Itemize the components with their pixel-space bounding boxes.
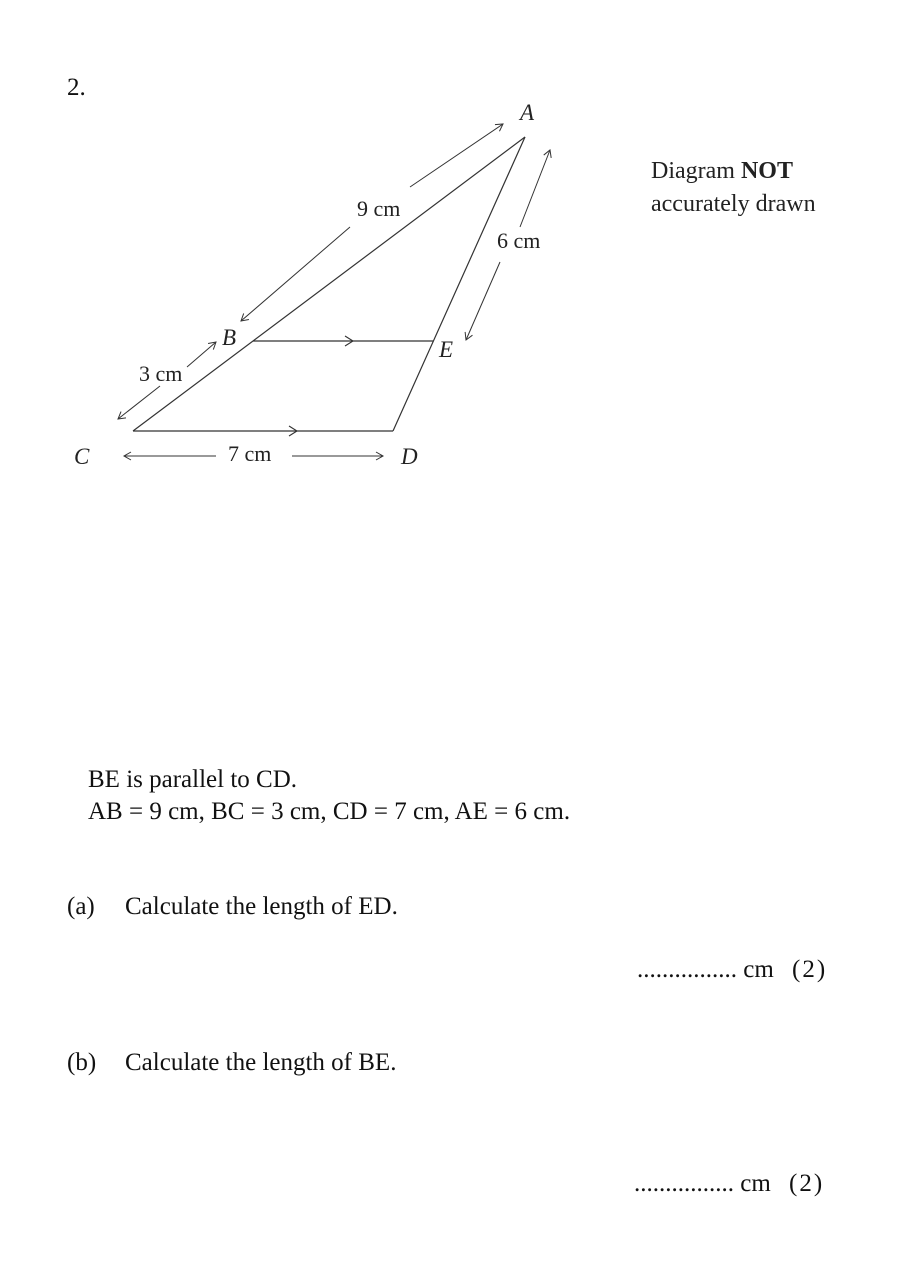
given-information	[88, 764, 570, 828]
triangle-diagram	[0, 0, 900, 500]
part-a-unit: cm	[743, 956, 774, 983]
dim-bc-lower	[118, 386, 160, 419]
question-number: 2.	[67, 74, 86, 101]
part-a-label: (a)	[67, 893, 95, 920]
side-ac	[133, 137, 525, 431]
part-b-answer-dots[interactable]: ................	[634, 1170, 734, 1197]
length-cd: 7 cm	[228, 441, 272, 466]
label-a: A	[520, 100, 535, 125]
part-a	[67, 893, 398, 921]
diagram-note-not: NOT	[740, 158, 793, 184]
part-b-answer-line[interactable]	[634, 1170, 824, 1198]
diagram-note	[651, 155, 816, 221]
length-bc: 3 cm	[139, 361, 183, 386]
part-b	[67, 1049, 396, 1077]
part-a-marks: (2)	[792, 956, 828, 983]
given-line-parallel: BE is parallel to CD.	[88, 766, 297, 793]
diagram-note-line1	[651, 155, 816, 188]
part-a-answer-line[interactable]	[637, 956, 827, 984]
side-ad	[393, 137, 525, 431]
length-ae: 6 cm	[497, 228, 541, 253]
label-d: D	[401, 444, 418, 469]
part-b-text: Calculate the length of BE.	[125, 1049, 397, 1076]
part-a-text: Calculate the length of ED.	[125, 893, 398, 920]
diagram-note-line2: accurately drawn	[651, 191, 816, 217]
part-b-unit: cm	[740, 1170, 771, 1197]
dim-ae-lower	[466, 262, 500, 340]
part-b-label: (b)	[67, 1049, 97, 1076]
given-line-lengths: AB = 9 cm, BC = 3 cm, CD = 7 cm, AE = 6 cm.	[88, 798, 571, 825]
length-ab: 9 cm	[357, 196, 401, 221]
diagram-note-prefix: Diagram	[651, 158, 741, 184]
label-e: E	[439, 337, 454, 362]
dim-ae-upper	[520, 150, 550, 227]
dim-bc-upper	[187, 342, 216, 367]
part-b-marks: (2)	[789, 1170, 825, 1197]
dim-ab-lower	[241, 227, 350, 321]
dim-ab-upper	[410, 124, 503, 187]
part-a-answer-dots[interactable]: ................	[637, 956, 737, 983]
label-c: C	[74, 444, 90, 469]
label-b: B	[222, 325, 237, 350]
